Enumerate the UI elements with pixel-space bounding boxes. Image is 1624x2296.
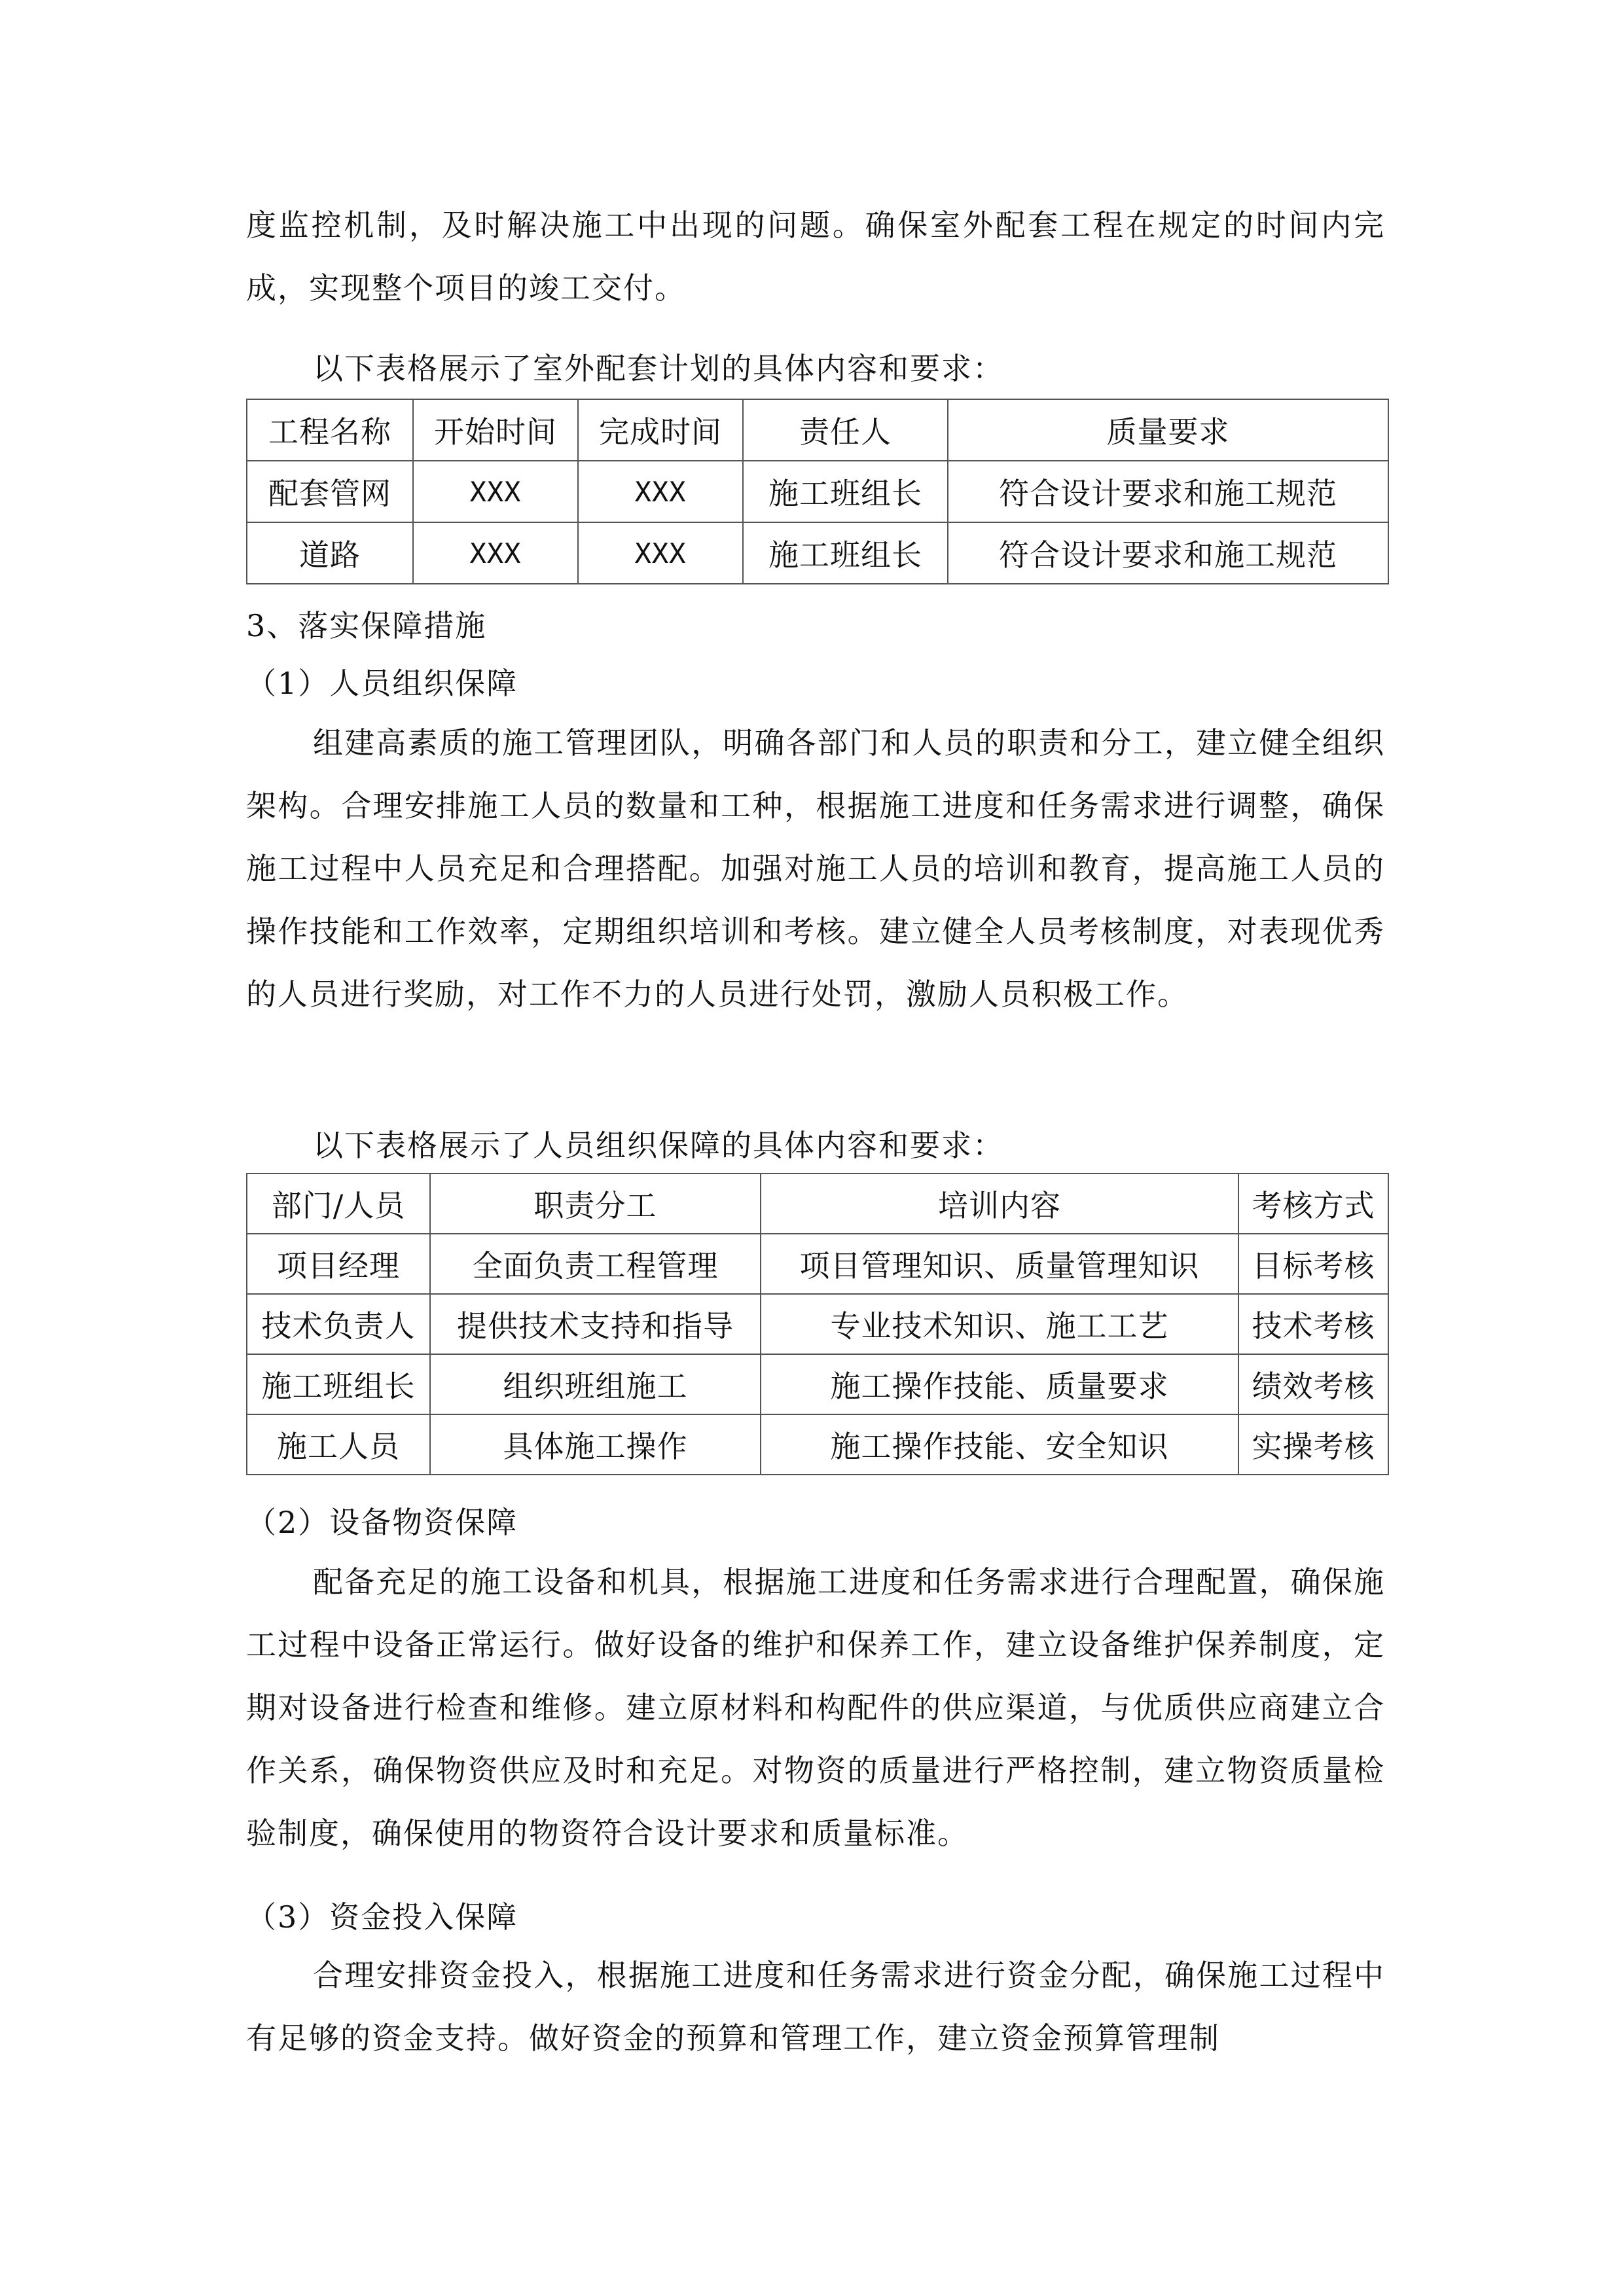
table-cell: 施工人员: [247, 1414, 430, 1475]
table-cell: XXX: [578, 522, 743, 584]
header-cell: 考核方式: [1238, 1174, 1388, 1234]
table-row: [247, 1234, 1388, 1294]
funding-text: [246, 1944, 1385, 2070]
equipment-text: [246, 1551, 1385, 1865]
table-cell: XXX: [413, 522, 578, 584]
section3-heading: 3、落实保障措施: [246, 608, 487, 643]
equipment-heading: （2）设备物资保障: [246, 1505, 518, 1540]
table-cell: XXX: [413, 461, 578, 522]
funding-heading: （3）资金投入保障: [246, 1899, 518, 1935]
table-cell: 施工班组长: [743, 522, 948, 584]
table-cell: 施工操作技能、安全知识: [761, 1414, 1238, 1475]
table-cell: 技术考核: [1238, 1294, 1388, 1354]
header-cell: 责任人: [743, 399, 948, 461]
table2-caption-block: [246, 1114, 1385, 1177]
header-cell: 完成时间: [578, 399, 743, 461]
table-row: [247, 1354, 1388, 1414]
funding-paragraph: 合理安排资金投入，根据施工进度和任务需求进行资金分配，确保施工过程中有足够的资金支持。做好资金的预算和管理工作，建立资金预算管理制: [246, 1958, 1385, 2056]
personnel-heading: （1）人员组织保障: [246, 666, 518, 701]
table-cell: 配套管网: [247, 461, 413, 522]
table-cell: 技术负责人: [247, 1294, 430, 1354]
header-cell: 开始时间: [413, 399, 578, 461]
table1-caption-block: [246, 337, 1385, 400]
header-cell: 部门/人员: [247, 1174, 430, 1234]
table-cell: 项目经理: [247, 1234, 430, 1294]
intro-text: [246, 194, 1385, 319]
table-cell: 施工班组长: [247, 1354, 430, 1414]
table-header-row: [247, 1174, 1388, 1234]
table-row: [247, 461, 1388, 522]
header-cell: 职责分工: [430, 1174, 761, 1234]
equipment-paragraph: 配备充足的施工设备和机具，根据施工进度和任务需求进行合理配置，确保施工过程中设备正常运行。做好设备的维护和保养工作，建立设备维护保养制度，定期对设备进行检查和维修。建立原材料和构配件的供应渠道，与优质供应商建立合作关系，确保物资供应及时和充足。对物资的质量进行严格控制，建立物资质量检验制度，确保使用的物资符合设计要求和质量标准。: [246, 1564, 1385, 1851]
table-cell: 组织班组施工: [430, 1354, 761, 1414]
header-cell: 培训内容: [761, 1174, 1238, 1234]
table1-caption: 以下表格展示了室外配套计划的具体内容和要求：: [313, 351, 1004, 386]
table-cell: 符合设计要求和施工规范: [948, 522, 1388, 584]
table2-caption: 以下表格展示了人员组织保障的具体内容和要求：: [313, 1128, 1004, 1163]
table-cell: 项目管理知识、质量管理知识: [761, 1234, 1238, 1294]
table-cell: XXX: [578, 461, 743, 522]
personnel-paragraph: 组建高素质的施工管理团队，明确各部门和人员的职责和分工，建立健全组织架构。合理安排施工人员的数量和工种，根据施工进度和任务需求进行调整，确保施工过程中人员充足和合理搭配。加强对施工人员的培训和教育，提高施工人员的操作技能和工作效率，定期组织培训和考核。建立健全人员考核制度，对表现优秀的人员进行奖励，对工作不力的人员进行处罚，激励人员积极工作。: [246, 725, 1385, 1012]
table-cell: 具体施工操作: [430, 1414, 761, 1475]
table-row: [247, 522, 1388, 584]
table-cell: 绩效考核: [1238, 1354, 1388, 1414]
table-cell: 全面负责工程管理: [430, 1234, 761, 1294]
table-cell: 目标考核: [1238, 1234, 1388, 1294]
table-cell: 专业技术知识、施工工艺: [761, 1294, 1238, 1354]
intro-paragraph: 度监控机制，及时解决施工中出现的问题。确保室外配套工程在规定的时间内完成，实现整个项目的竣工交付。: [246, 207, 1385, 306]
header-cell: 质量要求: [948, 399, 1388, 461]
table-cell: 实操考核: [1238, 1414, 1388, 1475]
personnel-text: [246, 711, 1385, 1026]
personnel-table: [246, 1173, 1389, 1475]
table-cell: 符合设计要求和施工规范: [948, 461, 1388, 522]
table-cell: 施工班组长: [743, 461, 948, 522]
table-cell: 道路: [247, 522, 413, 584]
table-header-row: [247, 399, 1388, 461]
header-cell: 工程名称: [247, 399, 413, 461]
table-cell: 施工操作技能、质量要求: [761, 1354, 1238, 1414]
table-row: [247, 1294, 1388, 1354]
table-cell: 提供技术支持和指导: [430, 1294, 761, 1354]
outdoor-plan-table: [246, 399, 1389, 584]
table-row: [247, 1414, 1388, 1475]
